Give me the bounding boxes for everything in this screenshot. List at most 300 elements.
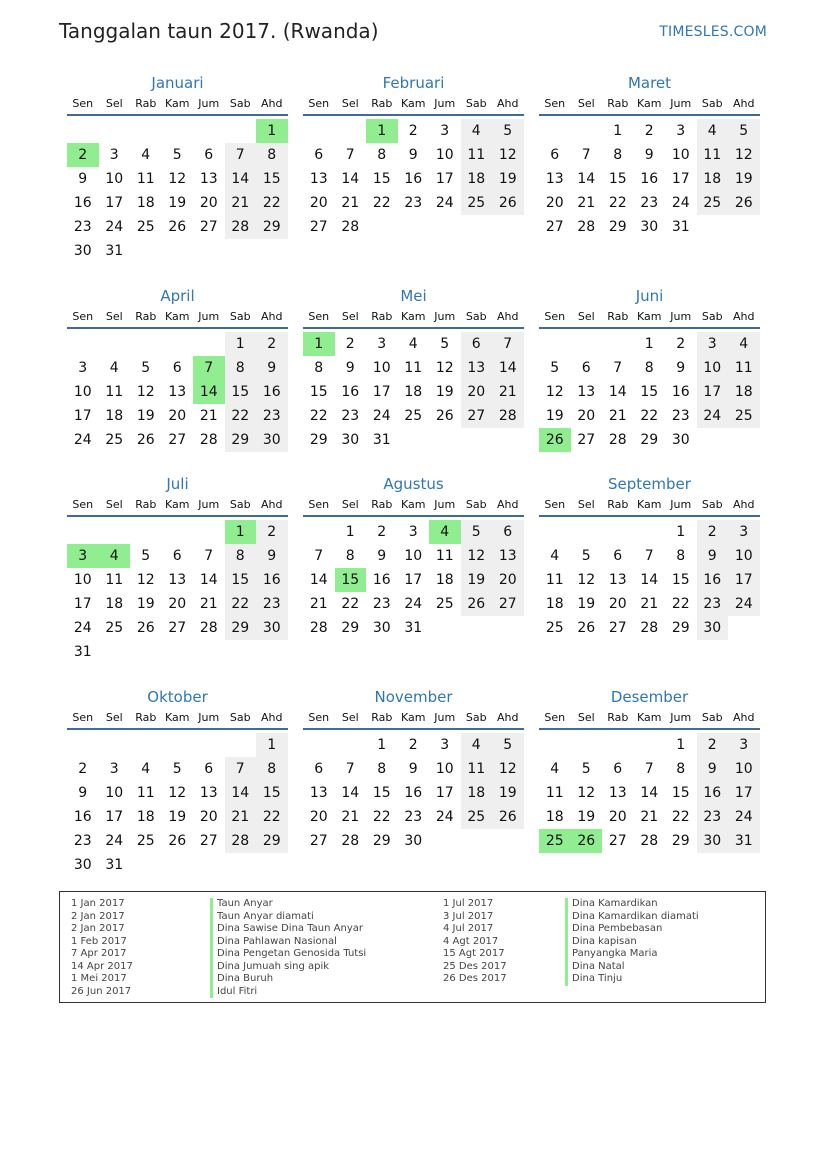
day-cell: 1 bbox=[256, 733, 288, 757]
empty-cell bbox=[303, 733, 335, 757]
day-cell: 15 bbox=[256, 781, 288, 805]
day-cell: 17 bbox=[728, 568, 760, 592]
empty-cell bbox=[539, 332, 571, 356]
day-cell: 30 bbox=[404, 833, 423, 849]
weekday-label: Sen bbox=[308, 711, 330, 724]
day-cell: 23 bbox=[671, 408, 690, 424]
day-cell: 21 bbox=[640, 596, 659, 612]
legend-dates-left bbox=[71, 898, 133, 998]
day-cell: 9 bbox=[697, 544, 729, 568]
day-cell: 18 bbox=[697, 167, 729, 191]
day-cell: 12 bbox=[168, 785, 187, 801]
month-name: April bbox=[160, 287, 195, 305]
day-cell: 6 bbox=[492, 520, 524, 544]
day-cell: 8 bbox=[377, 147, 387, 163]
day-cell: 8 bbox=[644, 360, 654, 376]
day-grid bbox=[303, 119, 524, 239]
empty-cell bbox=[162, 119, 194, 143]
weekday-label: Sab bbox=[701, 97, 723, 110]
day-cell: 25 bbox=[105, 432, 124, 448]
weekday-label: Jum bbox=[434, 498, 456, 511]
day-cell: 4 bbox=[141, 761, 151, 777]
day-cell: 5 bbox=[172, 147, 182, 163]
day-cell: 14 bbox=[225, 781, 257, 805]
day-cell: 28 bbox=[309, 620, 328, 636]
day-cell: 3 bbox=[676, 123, 686, 139]
empty-cell bbox=[67, 520, 99, 544]
day-cell: 12 bbox=[545, 384, 564, 400]
day-cell: 24 bbox=[697, 404, 729, 428]
day-cell: 5 bbox=[550, 360, 560, 376]
empty-cell bbox=[634, 520, 666, 544]
day-cell: 4 bbox=[109, 360, 119, 376]
day-cell: 11 bbox=[728, 356, 760, 380]
day-cell: 7 bbox=[581, 147, 591, 163]
empty-cell bbox=[539, 733, 571, 757]
weekday-label: Ahd bbox=[261, 498, 283, 511]
weekday-label: Rab bbox=[135, 498, 157, 511]
empty-cell bbox=[571, 332, 603, 356]
day-cell: 11 bbox=[435, 548, 454, 564]
day-cell: 3 bbox=[440, 737, 450, 753]
day-cell: 15 bbox=[372, 171, 391, 187]
legend-name: Dina Kamardikan bbox=[565, 898, 699, 911]
day-cell: 28 bbox=[608, 432, 627, 448]
day-cell: 14 bbox=[225, 167, 257, 191]
day-cell: 13 bbox=[309, 171, 328, 187]
day-cell: 11 bbox=[697, 143, 729, 167]
day-cell: 29 bbox=[225, 428, 257, 452]
day-cell: 14 bbox=[640, 572, 659, 588]
day-cell: 16 bbox=[697, 781, 729, 805]
day-cell: 7 bbox=[644, 761, 654, 777]
day-cell: 20 bbox=[199, 809, 218, 825]
weekday-label: Sen bbox=[308, 310, 330, 323]
weekday-label: Rab bbox=[607, 97, 629, 110]
legend-name: Dina Sawise Dina Taun Anyar bbox=[210, 923, 366, 936]
day-cell: 13 bbox=[492, 544, 524, 568]
empty-cell bbox=[130, 119, 162, 143]
day-cell: 1 bbox=[676, 737, 686, 753]
weekday-label: Sel bbox=[341, 498, 359, 511]
day-cell: 5 bbox=[141, 548, 151, 564]
empty-cell bbox=[571, 520, 603, 544]
day-cell: 21 bbox=[199, 408, 218, 424]
empty-cell bbox=[539, 119, 571, 143]
weekday-label: Sel bbox=[577, 498, 595, 511]
day-cell: 18 bbox=[404, 384, 423, 400]
day-cell: 30 bbox=[372, 620, 391, 636]
empty-cell bbox=[99, 119, 131, 143]
day-cell: 20 bbox=[309, 809, 328, 825]
day-cell: 8 bbox=[676, 761, 686, 777]
day-cell: 29 bbox=[671, 833, 690, 849]
day-cell: 10 bbox=[435, 147, 454, 163]
holiday-legend bbox=[59, 891, 766, 1003]
legend-name: Dina Natal bbox=[565, 961, 699, 974]
day-cell: 24 bbox=[404, 596, 423, 612]
day-cell: 9 bbox=[345, 360, 355, 376]
day-cell: 2 bbox=[256, 520, 288, 544]
legend-date: 26 Jun 2017 bbox=[71, 985, 132, 997]
day-cell: 29 bbox=[372, 833, 391, 849]
day-cell: 4 bbox=[697, 119, 729, 143]
day-cell: 11 bbox=[461, 757, 493, 781]
day-cell: 4 bbox=[728, 332, 760, 356]
day-cell: 29 bbox=[640, 432, 659, 448]
day-cell: 10 bbox=[404, 548, 423, 564]
day-cell: 13 bbox=[461, 356, 493, 380]
day-cell: 15 bbox=[225, 380, 257, 404]
day-cell: 7 bbox=[492, 332, 524, 356]
month-juli bbox=[67, 473, 288, 664]
day-cell: 8 bbox=[613, 147, 623, 163]
day-cell: 3 bbox=[408, 524, 418, 540]
day-cell: 31 bbox=[728, 829, 760, 853]
weekday-label: Jum bbox=[434, 310, 456, 323]
day-cell: 27 bbox=[608, 620, 627, 636]
day-cell: 27 bbox=[545, 219, 564, 235]
day-cell: 19 bbox=[577, 596, 596, 612]
weekday-label: Sen bbox=[72, 97, 94, 110]
weekday-label: Kam bbox=[401, 498, 426, 511]
holiday-day-cell: 2 bbox=[67, 143, 99, 167]
holiday-day-cell: 1 bbox=[303, 332, 335, 356]
empty-cell bbox=[193, 733, 225, 757]
empty-cell bbox=[571, 119, 603, 143]
empty-cell bbox=[99, 733, 131, 757]
weekday-label: Sen bbox=[308, 498, 330, 511]
day-cell: 2 bbox=[676, 336, 686, 352]
day-cell: 14 bbox=[608, 384, 627, 400]
day-cell: 29 bbox=[309, 432, 328, 448]
day-cell: 20 bbox=[492, 568, 524, 592]
empty-cell bbox=[162, 520, 194, 544]
day-cell: 14 bbox=[341, 171, 360, 187]
day-cell: 21 bbox=[225, 191, 257, 215]
day-cell: 11 bbox=[545, 785, 564, 801]
brand-link[interactable]: TIMESLES.COM bbox=[659, 24, 767, 40]
weekday-label: Sab bbox=[229, 711, 251, 724]
day-cell: 25 bbox=[461, 805, 493, 829]
weekday-label: Sen bbox=[308, 97, 330, 110]
weekday-label: Kam bbox=[401, 310, 426, 323]
day-cell: 30 bbox=[73, 243, 92, 259]
day-cell: 17 bbox=[73, 408, 92, 424]
day-cell: 19 bbox=[136, 408, 155, 424]
day-cell: 1 bbox=[225, 332, 257, 356]
day-cell: 10 bbox=[728, 757, 760, 781]
day-cell: 2 bbox=[377, 524, 387, 540]
day-cell: 16 bbox=[640, 171, 659, 187]
empty-cell bbox=[193, 332, 225, 356]
day-cell: 9 bbox=[676, 360, 686, 376]
day-cell: 27 bbox=[309, 219, 328, 235]
day-cell: 25 bbox=[545, 620, 564, 636]
legend-name: Dina Kamardikan diamati bbox=[565, 911, 699, 924]
day-cell: 7 bbox=[644, 548, 654, 564]
day-cell: 8 bbox=[256, 757, 288, 781]
day-cell: 12 bbox=[136, 572, 155, 588]
day-cell: 1 bbox=[345, 524, 355, 540]
weekday-header bbox=[67, 94, 288, 116]
day-cell: 24 bbox=[73, 620, 92, 636]
day-cell: 2 bbox=[408, 123, 418, 139]
empty-cell bbox=[99, 520, 131, 544]
holiday-day-cell: 4 bbox=[429, 520, 461, 544]
day-cell: 27 bbox=[168, 620, 187, 636]
day-cell: 22 bbox=[341, 596, 360, 612]
weekday-label: Sab bbox=[701, 310, 723, 323]
month-name: Agustus bbox=[383, 475, 444, 493]
day-cell: 27 bbox=[608, 833, 627, 849]
day-cell: 9 bbox=[644, 147, 654, 163]
day-cell: 3 bbox=[377, 336, 387, 352]
legend-date: 7 Apr 2017 bbox=[71, 948, 127, 959]
weekday-label: Ahd bbox=[497, 310, 519, 323]
day-cell: 30 bbox=[341, 432, 360, 448]
month-name: Mei bbox=[400, 287, 427, 305]
weekday-label: Rab bbox=[607, 711, 629, 724]
day-cell: 18 bbox=[435, 572, 454, 588]
day-cell: 14 bbox=[492, 356, 524, 380]
weekday-label: Ahd bbox=[497, 498, 519, 511]
weekday-label: Sel bbox=[341, 97, 359, 110]
day-cell: 2 bbox=[408, 737, 418, 753]
weekday-label: Kam bbox=[165, 97, 190, 110]
day-cell: 17 bbox=[105, 809, 124, 825]
day-cell: 17 bbox=[372, 384, 391, 400]
weekday-label: Kam bbox=[637, 97, 662, 110]
day-cell: 9 bbox=[408, 761, 418, 777]
day-grid bbox=[67, 733, 288, 877]
weekday-label: Ahd bbox=[497, 97, 519, 110]
weekday-label: Sen bbox=[544, 310, 566, 323]
day-cell: 31 bbox=[105, 243, 124, 259]
empty-cell bbox=[303, 119, 335, 143]
empty-cell bbox=[571, 733, 603, 757]
weekday-label: Ahd bbox=[733, 498, 755, 511]
empty-cell bbox=[335, 733, 367, 757]
weekday-label: Kam bbox=[401, 97, 426, 110]
day-cell: 12 bbox=[168, 171, 187, 187]
day-cell: 31 bbox=[372, 432, 391, 448]
day-cell: 11 bbox=[545, 572, 564, 588]
day-cell: 6 bbox=[172, 360, 182, 376]
day-cell: 5 bbox=[581, 548, 591, 564]
day-cell: 14 bbox=[640, 785, 659, 801]
day-cell: 8 bbox=[345, 548, 355, 564]
day-cell: 27 bbox=[199, 833, 218, 849]
weekday-label: Sel bbox=[105, 97, 123, 110]
day-cell: 7 bbox=[345, 761, 355, 777]
day-cell: 26 bbox=[136, 620, 155, 636]
day-cell: 6 bbox=[550, 147, 560, 163]
day-cell: 5 bbox=[492, 119, 524, 143]
day-cell: 24 bbox=[105, 833, 124, 849]
day-cell: 18 bbox=[461, 781, 493, 805]
day-cell: 26 bbox=[435, 408, 454, 424]
legend-name: Dina Pembebasan bbox=[565, 923, 699, 936]
empty-cell bbox=[303, 520, 335, 544]
legend-date: 4 Jul 2017 bbox=[443, 923, 494, 934]
day-cell: 13 bbox=[168, 572, 187, 588]
weekday-label: Sab bbox=[229, 310, 251, 323]
day-cell: 5 bbox=[461, 520, 493, 544]
empty-cell bbox=[130, 733, 162, 757]
day-cell: 30 bbox=[697, 829, 729, 853]
day-cell: 17 bbox=[728, 781, 760, 805]
weekday-label: Sel bbox=[105, 310, 123, 323]
day-cell: 24 bbox=[671, 195, 690, 211]
legend-name: Dina Pengetan Genosida Tutsi bbox=[210, 948, 366, 961]
day-cell: 9 bbox=[377, 548, 387, 564]
day-grid bbox=[539, 119, 760, 239]
day-cell: 17 bbox=[105, 195, 124, 211]
day-cell: 31 bbox=[671, 219, 690, 235]
day-cell: 21 bbox=[199, 596, 218, 612]
month-januari bbox=[67, 72, 288, 263]
weekday-label: Sab bbox=[701, 711, 723, 724]
day-cell: 6 bbox=[172, 548, 182, 564]
day-cell: 17 bbox=[671, 171, 690, 187]
month-name: Juni bbox=[635, 287, 664, 305]
day-cell: 5 bbox=[440, 336, 450, 352]
day-cell: 6 bbox=[314, 761, 324, 777]
day-cell: 22 bbox=[309, 408, 328, 424]
day-cell: 16 bbox=[697, 568, 729, 592]
weekday-label: Sen bbox=[72, 498, 94, 511]
day-cell: 29 bbox=[671, 620, 690, 636]
day-cell: 10 bbox=[372, 360, 391, 376]
day-cell: 28 bbox=[341, 833, 360, 849]
day-cell: 16 bbox=[404, 785, 423, 801]
day-cell: 30 bbox=[256, 428, 288, 452]
day-cell: 6 bbox=[461, 332, 493, 356]
day-cell: 22 bbox=[671, 809, 690, 825]
day-cell: 6 bbox=[204, 147, 214, 163]
weekday-label: Sel bbox=[105, 711, 123, 724]
day-cell: 23 bbox=[697, 592, 729, 616]
weekday-label: Kam bbox=[165, 310, 190, 323]
day-cell: 10 bbox=[435, 761, 454, 777]
weekday-label: Jum bbox=[198, 711, 220, 724]
day-cell: 27 bbox=[492, 592, 524, 616]
day-cell: 6 bbox=[314, 147, 324, 163]
day-cell: 15 bbox=[225, 568, 257, 592]
day-cell: 27 bbox=[461, 404, 493, 428]
legend-date: 26 Des 2017 bbox=[443, 973, 507, 984]
day-cell: 16 bbox=[372, 572, 391, 588]
empty-cell bbox=[67, 332, 99, 356]
day-cell: 29 bbox=[256, 215, 288, 239]
weekday-label: Rab bbox=[135, 310, 157, 323]
weekday-label: Jum bbox=[434, 97, 456, 110]
day-cell: 18 bbox=[136, 195, 155, 211]
legend-name: Panyangka Maria bbox=[565, 948, 699, 961]
empty-cell bbox=[99, 332, 131, 356]
day-cell: 13 bbox=[577, 384, 596, 400]
day-cell: 21 bbox=[309, 596, 328, 612]
month-name: Desember bbox=[610, 688, 689, 706]
day-cell: 10 bbox=[73, 384, 92, 400]
day-cell: 8 bbox=[225, 356, 257, 380]
day-cell: 22 bbox=[608, 195, 627, 211]
day-cell: 2 bbox=[697, 733, 729, 757]
day-cell: 23 bbox=[372, 596, 391, 612]
day-cell: 13 bbox=[199, 785, 218, 801]
holiday-day-cell: 1 bbox=[225, 520, 257, 544]
day-cell: 24 bbox=[728, 805, 760, 829]
empty-cell bbox=[634, 733, 666, 757]
day-cell: 4 bbox=[461, 733, 493, 757]
month-mei bbox=[303, 285, 524, 452]
day-cell: 12 bbox=[435, 360, 454, 376]
day-cell: 1 bbox=[676, 524, 686, 540]
legend-date: 3 Jul 2017 bbox=[443, 910, 494, 922]
day-cell: 20 bbox=[608, 596, 627, 612]
day-cell: 15 bbox=[640, 384, 659, 400]
day-cell: 2 bbox=[644, 123, 654, 139]
empty-cell bbox=[130, 520, 162, 544]
day-cell: 24 bbox=[435, 195, 454, 211]
day-cell: 22 bbox=[256, 191, 288, 215]
legend-date: 4 Agt 2017 bbox=[443, 935, 499, 947]
weekday-label: Kam bbox=[165, 711, 190, 724]
day-cell: 13 bbox=[309, 785, 328, 801]
month-name: Juli bbox=[166, 475, 189, 493]
weekday-label: Rab bbox=[607, 310, 629, 323]
month-name: Februari bbox=[382, 74, 445, 92]
day-cell: 10 bbox=[73, 572, 92, 588]
legend-name: Idul Fitri bbox=[210, 986, 366, 999]
day-cell: 19 bbox=[168, 809, 187, 825]
empty-cell bbox=[225, 119, 257, 143]
day-cell: 6 bbox=[581, 360, 591, 376]
day-cell: 21 bbox=[225, 805, 257, 829]
day-cell: 8 bbox=[225, 544, 257, 568]
day-cell: 19 bbox=[492, 167, 524, 191]
weekday-label: Ahd bbox=[733, 711, 755, 724]
day-cell: 28 bbox=[199, 620, 218, 636]
day-cell: 13 bbox=[608, 785, 627, 801]
day-cell: 29 bbox=[225, 616, 257, 640]
page-title: Tanggalan taun 2017. (Rwanda) bbox=[59, 19, 379, 43]
weekday-label: Jum bbox=[670, 310, 692, 323]
day-cell: 18 bbox=[545, 809, 564, 825]
month-name: Januari bbox=[151, 74, 204, 92]
day-cell: 17 bbox=[435, 785, 454, 801]
day-cell: 25 bbox=[697, 191, 729, 215]
month-oktober bbox=[67, 686, 288, 877]
weekday-header bbox=[539, 94, 760, 116]
day-cell: 5 bbox=[581, 761, 591, 777]
day-cell: 13 bbox=[168, 384, 187, 400]
legend-name: Dina Pahlawan Nasional bbox=[210, 936, 366, 949]
legend-name: Dina Jumuah sing apik bbox=[210, 961, 366, 974]
month-name: Oktober bbox=[147, 688, 208, 706]
weekday-label: Ahd bbox=[497, 711, 519, 724]
day-cell: 3 bbox=[728, 733, 760, 757]
day-cell: 3 bbox=[109, 761, 119, 777]
day-cell: 10 bbox=[105, 171, 124, 187]
day-cell: 22 bbox=[640, 408, 659, 424]
day-cell: 28 bbox=[225, 829, 257, 853]
day-cell: 26 bbox=[168, 219, 187, 235]
day-cell: 23 bbox=[341, 408, 360, 424]
day-cell: 24 bbox=[73, 432, 92, 448]
day-cell: 15 bbox=[608, 171, 627, 187]
